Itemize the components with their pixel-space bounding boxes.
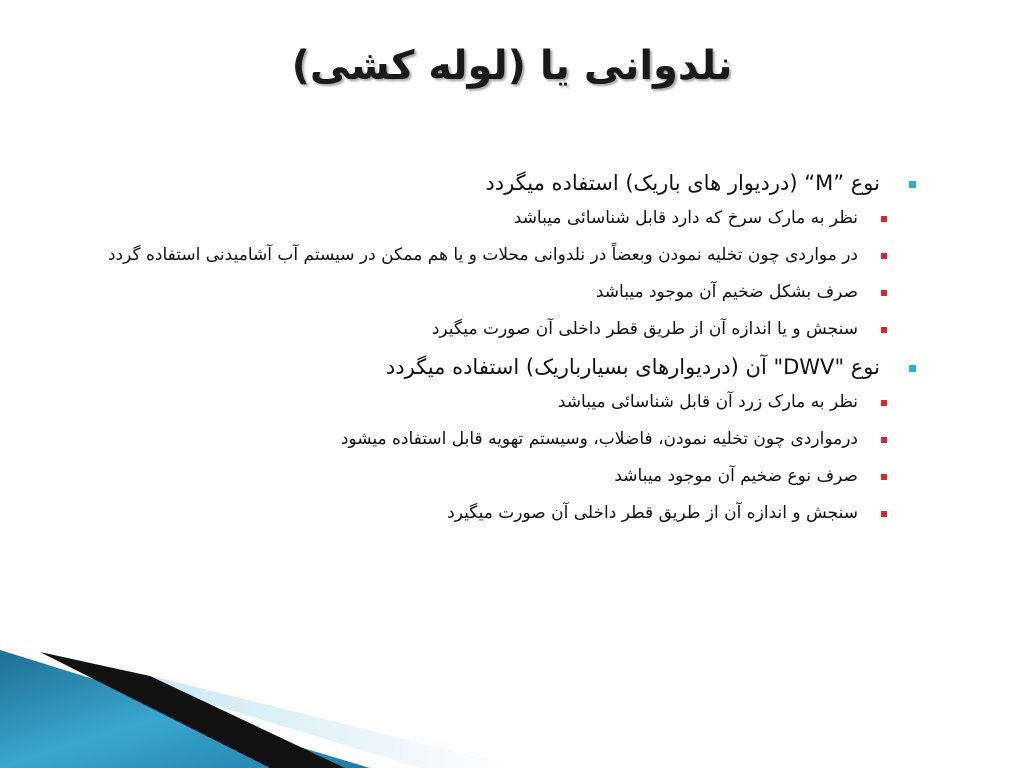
bullet-level2 bbox=[96, 204, 918, 233]
bullet-level2 bbox=[96, 241, 918, 270]
bullet-text: سنجش و اندازه آن از طریق قطر داخلی آن صورت میگیرد bbox=[447, 503, 858, 523]
bullet-text: صرف بشکل ضخیم آن موجود میباشد bbox=[595, 282, 858, 302]
bullet-level2 bbox=[96, 278, 918, 307]
bullet-level2 bbox=[96, 315, 918, 344]
bullet-text: نظر به مارک زرد آن قابل شناسائی میباشد bbox=[557, 392, 858, 412]
bullet-level2 bbox=[96, 425, 918, 454]
square-bullet-icon bbox=[881, 216, 887, 222]
square-bullet-icon bbox=[909, 365, 916, 372]
square-bullet-icon bbox=[909, 181, 916, 188]
square-bullet-icon bbox=[881, 400, 887, 406]
square-bullet-icon bbox=[881, 290, 887, 296]
bullet-text: در مواردی چون تخلیه نمودن وبعضاً در نلدوانی محلات و یا هم ممکن در سیستم آب آشامیدنی استفاده گردد bbox=[107, 245, 858, 265]
bullet-level2 bbox=[96, 388, 918, 417]
decorative-swoosh bbox=[0, 638, 1024, 768]
slide-title: نلدوانی یا (لوله کشی) bbox=[291, 43, 733, 89]
square-bullet-icon bbox=[881, 327, 887, 333]
bullet-level2 bbox=[96, 499, 918, 528]
square-bullet-icon bbox=[881, 253, 887, 259]
bullet-text: نظر به مارک سرخ که دارد قابل شناسائی میباشد bbox=[513, 208, 858, 228]
bullet-level1 bbox=[96, 168, 918, 198]
bullet-text: نوع ”M“ (دردیوار های باریک) استفاده میگردد bbox=[485, 171, 880, 195]
bullet-text: صرف نوع ضخیم آن موجود میباشد bbox=[614, 466, 858, 486]
bullet-text: نوع "DWV" آن (دردیوارهای بسیارباریک) استفاده میگردد bbox=[385, 355, 880, 379]
slide-content bbox=[96, 168, 918, 536]
bullet-level1 bbox=[96, 352, 918, 382]
square-bullet-icon bbox=[881, 437, 887, 443]
square-bullet-icon bbox=[881, 511, 887, 517]
square-bullet-icon bbox=[881, 474, 887, 480]
bullet-text: سنجش و یا اندازه آن از طریق قطر داخلی آن صورت میگیرد bbox=[431, 319, 858, 339]
bullet-text: درمواردی چون تخلیه نمودن، فاضلاب، وسیستم تهویه قابل استفاده میشود bbox=[340, 429, 858, 449]
bullet-level2 bbox=[96, 462, 918, 491]
